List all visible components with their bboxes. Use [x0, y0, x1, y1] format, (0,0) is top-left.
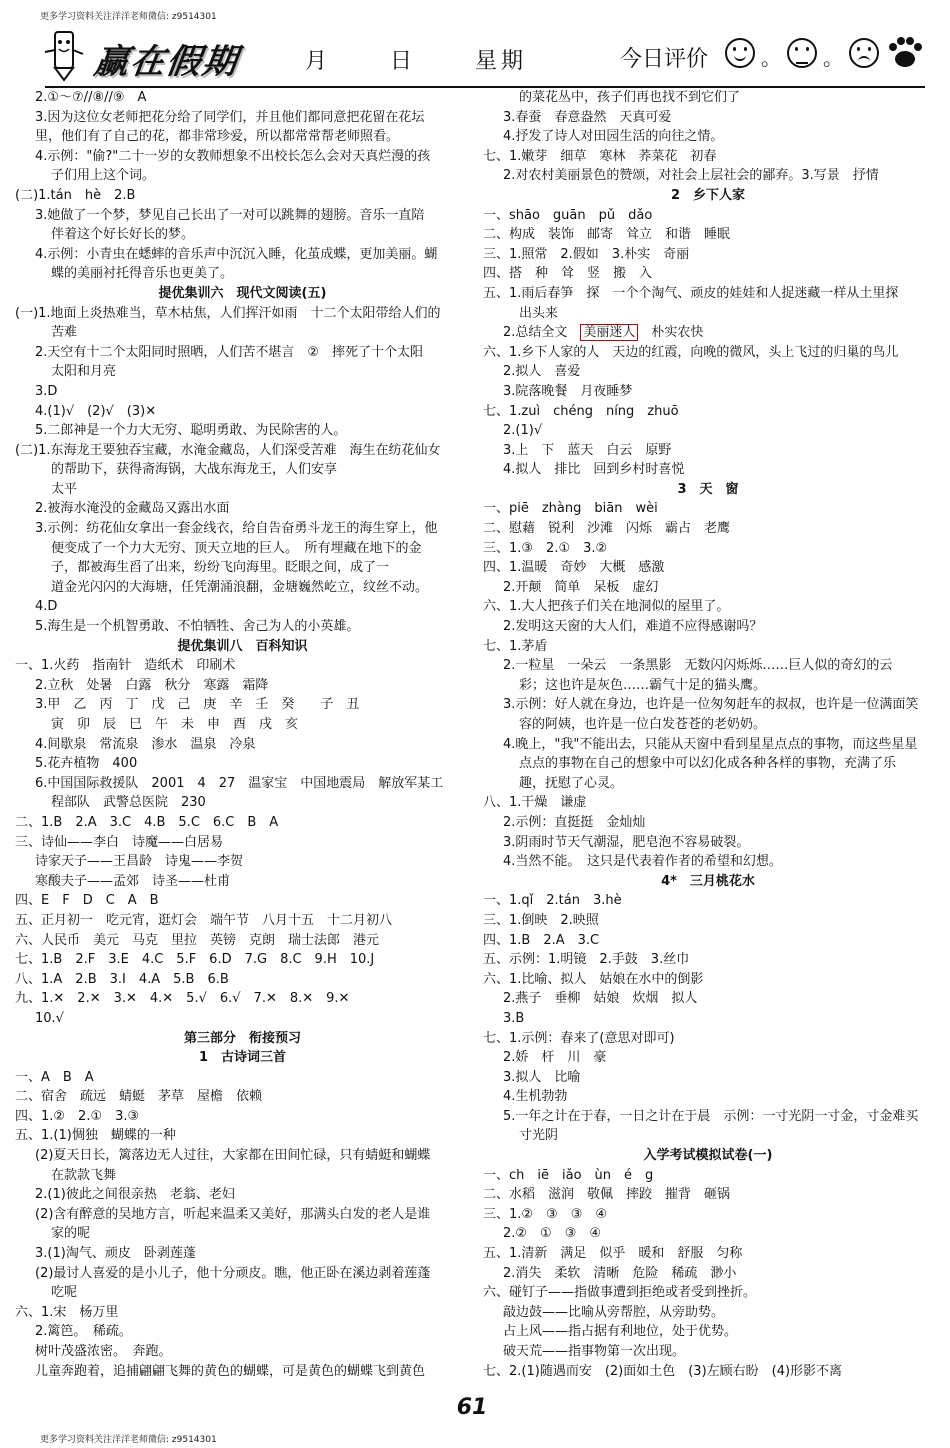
answer-line: 一、piē zhàng biān wèi [483, 501, 658, 517]
answer-line: 3.院落晚餐 月夜睡梦 [503, 383, 633, 399]
answer-line: 容的阿姨，也许是一位白发苍苍的老奶奶。 [519, 717, 767, 732]
answer-line: 在款款飞舞 [51, 1167, 117, 1183]
answer-line: 5.花卉植物 400 [35, 756, 138, 772]
answer-line: 便变成了一个力大无穷、顶天立地的巨人。 所有埋藏在地下的金 [51, 540, 422, 556]
neutral-face-icon[interactable] [787, 38, 817, 68]
answer-line: 3.D [35, 383, 58, 399]
answer-line: 3.示例：纺花仙女拿出一套金线衣，给自告奋勇斗龙王的海生穿上，他 [35, 521, 438, 537]
answer-line: 3.上 下 蓝天 白云 原野 [503, 442, 672, 458]
answer-line: 六、碰钉子——指做事遭到拒绝或者受到挫折。 [483, 1285, 757, 1301]
answer-line: 3.(1)淘气、顽皮 卧剥莲蓬 [35, 1246, 196, 1262]
answer-line: (二)1.东海龙王要独吞宝藏，水淹金藏岛，人们深受苦难 海生在纺花仙女 [15, 442, 441, 458]
answer-line: (2)夏天日长，篱落边无人过往，大家都在田间忙碌，只有蜻蜓和蝴蝶 [35, 1148, 431, 1164]
answer-line: 树叶茂盛浓密。 奔跑。 [35, 1344, 172, 1359]
top-note: 更多学习资料关注洋洋老师微信: z9514301 [40, 12, 217, 22]
answer-line: 4.抒发了诗人对田园生活的向往之情。 [503, 129, 724, 145]
answer-line: 六、1.宋 杨万里 [15, 1304, 119, 1320]
answer-line: 一、1.火药 指南针 造纸术 印刷术 [15, 658, 236, 674]
answer-line: 六、1.大人把孩子们关在地洞似的屋里了。 [483, 599, 730, 615]
answer-line: 2.燕子 垂柳 姑娘 炊烟 拟人 [503, 991, 698, 1007]
answer-line: 四、1.B 2.A 3.C [483, 932, 600, 948]
answer-line: 里，他们有了自己的花，都非常珍爱，所以都常常帮老师照看。 [35, 129, 400, 145]
answer-line: 一、ch iē iǎo ùn é g [483, 1167, 654, 1183]
answer-line: 二、慰藉 锐利 沙滩 闪烁 霸占 老鹰 [483, 521, 731, 537]
answer-line: 六、1.乡下人家的人 天边的红霞，向晚的微风，头上飞过的归巢的鸟儿 [483, 344, 899, 360]
answer-line: 四、1.② 2.① 3.③ [15, 1108, 140, 1124]
answer-line: 道金光闪闪的大海塘，任凭潮涌浪翻，金塘巍然屹立，纹丝不动。 [51, 579, 429, 595]
page-header [35, 24, 925, 82]
answer-line: 2.天空有十二个太阳同时照晒，人们苦不堪言 ② 摔死了十个太阳 [35, 344, 424, 360]
section-title: 3 天 窗 [677, 481, 739, 497]
answer-line: 一、shāo guān pǔ dǎo [483, 207, 653, 223]
answer-line: 六、人民币 美元 马克 里拉 英镑 克朗 瑞士法郎 港元 [15, 932, 380, 948]
answer-line: 蝶的美丽衬托得音乐也更美了。 [51, 266, 234, 282]
answer-line: 二、1.B 2.A 3.C 4.B 5.C 6.C B A [15, 814, 279, 830]
answer-line: 3.示例：好人就在身边，也许是一位匆匆赶车的叔叔，也许是一位满面笑 [503, 697, 919, 713]
answer-line: 寅 卯 辰 巳 午 未 申 酉 戌 亥 [51, 717, 299, 732]
answer-line: 3.因为这位女老师把花分给了同学们，并且他们都同意把花留在花坛 [35, 109, 425, 125]
answer-line: 2.娇 杆 川 豪 [503, 1050, 607, 1066]
brand-title: 赢在假期 [91, 42, 242, 82]
answer-line: 占上风——指占据有利地位，处于优势。 [503, 1324, 738, 1340]
answer-line: 2.篱笆。 稀疏。 [35, 1324, 132, 1340]
answer-line: 寒酸夫子——孟郊 诗圣——杜甫 [35, 873, 231, 889]
answer-line: 2.一粒星 一朵云 一条黑影 无数闪闪烁烁……巨人似的奇幻的云 [503, 658, 893, 674]
section-title: 第三部分 衔接预习 [183, 1030, 301, 1046]
right-column [483, 88, 933, 1381]
answer-line: 七、2.(1)随遇而安 (2)面如土色 (3)左顾右盼 (4)形影不离 [483, 1363, 843, 1379]
answer-line: 4.示例：小青虫在蟋蟀的音乐声中沉沉入睡，化茧成蝶，更加美丽。蝴 [35, 246, 438, 262]
answer-line: 4.示例："偷?"二十一岁的女教师想象不出校长怎么会对天真烂漫的孩 [35, 148, 431, 164]
answer-line: 三、1.倒映 2.映照 [483, 912, 599, 928]
answer-line: 2.示例：直挺挺 金灿灿 [503, 814, 646, 830]
answer-line: 2.发明这天窗的大人们，难道不应得感谢吗？ [503, 619, 763, 635]
answer-line: 4.晚上，"我"不能出去，只能从天窗中看到星星点点的事物，而这些星星 [503, 736, 918, 752]
boxed-answer: 美丽迷人 [580, 324, 638, 341]
answer-line: 苦难 [51, 325, 78, 341]
answer-line: 寸光阴 [519, 1128, 559, 1144]
section-title: 提优集训六 现代文阅读(五) [158, 285, 327, 301]
answer-line: 2.对农村美丽景色的赞颂，对社会上层社会的鄙弃。3.写景 抒情 [503, 168, 879, 184]
answer-line: 五、1.(1)惆独 蝴蝶的一种 [15, 1128, 176, 1144]
answer-line: 七、1.zuì chéng níng zhuō [483, 403, 679, 419]
answer-line: 3.拟人 比喻 [503, 1069, 581, 1085]
answer-line: 3.春蚕 春意盎然 天真可爱 [503, 109, 672, 125]
paw-print-icon [885, 32, 925, 72]
answer-line: 2.①～⑦//⑧//⑨ A [35, 90, 147, 105]
answer-line: 2.消失 柔软 清晰 危险 稀疏 渺小 [503, 1265, 737, 1281]
date-labels [305, 44, 575, 75]
answer-line: 的菜花丛中，孩子们再也找不到它们了 [519, 90, 741, 105]
answer-line: 三、1.② ③ ③ ④ [483, 1206, 608, 1222]
answer-line: 太阳和月亮 [51, 364, 117, 380]
section-title: 入学考试模拟试卷(一) [643, 1148, 773, 1164]
answer-line: 四、搭 种 耸 竖 搬 入 [483, 266, 653, 282]
answer-line: 五、1.雨后春笋 探 一个个淘气、顽皮的娃娃和人捉迷藏一样从土里探 [483, 285, 899, 301]
answer-line: 太平 [51, 481, 78, 497]
day-label: 日 [390, 49, 417, 74]
answer-line: 三、诗仙——李白 诗魔——白居易 [15, 834, 224, 850]
weekday-label: 星期 [475, 49, 528, 74]
bottom-note: 更多学习资料关注洋洋老师微信: z9514301 [40, 1435, 217, 1445]
answer-line: 八、1.干燥 谦虚 [483, 795, 587, 811]
rating-label: 今日评价 [620, 47, 709, 72]
section-title: 1 古诗词三首 [198, 1050, 287, 1066]
answer-line: 4.间歇泉 常流泉 渗水 温泉 冷泉 [35, 736, 256, 752]
answer-line: 2.(1)√ [503, 423, 543, 439]
sad-face-icon[interactable] [849, 38, 879, 68]
answer-line: 4.(1)√ (2)√ (3)✕ [35, 403, 157, 419]
answer-line: (二)1.tán hè 2.B [15, 187, 136, 203]
answer-line: 的帮助下，获得斋海锅，大战东海龙王，人们安享 [51, 462, 338, 478]
answer-line: 点点的事物在自己的想象中可以幻化成各种各样的事物，充满了乐 [519, 756, 897, 772]
rating-faces [725, 38, 879, 68]
answer-line: 5.一年之计在于春，一日之计在于晨 示例：一寸光阴一寸金，寸金难买 [503, 1108, 919, 1124]
happy-face-icon[interactable] [725, 38, 755, 68]
answer-line: 出头来 [519, 305, 559, 321]
answer-line: 10.√ [35, 1010, 64, 1026]
answer-line: 吃呢 [51, 1285, 78, 1301]
answer-line: 七、1.嫩芽 细草 寒林 荞菜花 初春 [483, 148, 717, 164]
answer-line: 五、正月初一 吃元宵，逛灯会 端午节 八月十五 十二月初八 [15, 912, 393, 928]
answer-line: 五、1.清新 满足 似乎 暖和 舒服 匀称 [483, 1246, 743, 1262]
month-label: 月 [305, 49, 332, 74]
answer-line: 四、E F D C A B [15, 893, 159, 909]
answer-line: 趣，抚慰了心灵。 [519, 775, 624, 791]
answer-line: 3.她做了一个梦，梦见自己长出了一对可以跳舞的翅膀。音乐一直陪 [35, 207, 425, 223]
answer-line: 家的呢 [51, 1226, 91, 1242]
answer-line: 七、1.B 2.F 3.E 4.C 5.F 6.D 7.G 8.C 9.H 10.J [15, 952, 375, 968]
answer-line: 六、1.比喻、拟人 姑娘在水中的倒影 [483, 971, 704, 987]
answer-line: 儿童奔跑着，追捕翩翩飞舞的黄色的蝴蝶，可是黄色的蝴蝶飞到黄色 [35, 1363, 426, 1379]
answer-line: 3.阴雨时节天气潮湿，肥皂泡不容易破裂。 [503, 834, 750, 850]
answer-line: 程部队 武警总医院 230 [51, 795, 206, 811]
answer-line: 七、1.示例：春来了(意思对即可) [483, 1030, 675, 1046]
answer-line: 2.立秋 处暑 白露 秋分 寒露 霜降 [35, 677, 269, 693]
page-number: 61 [442, 1395, 502, 1425]
answer-line: 5.二郎神是一个力大无穷、聪明勇敢、为民除害的人。 [35, 423, 347, 439]
answer-line: 2.总结全文 美丽迷人 朴实农快 [503, 325, 704, 341]
answer-line: 一、A B A [15, 1069, 94, 1085]
answer-line: 2.② ① ③ ④ [503, 1226, 602, 1242]
answer-line: (2)含有醉意的吴地方言，听起来温柔又美好，那满头白发的老人是谁 [35, 1206, 431, 1222]
answer-line: 彩；这也许是灰色……霸气十足的猫头鹰。 [519, 677, 767, 693]
answer-line: 五、示例：1.明镜 2.手鼓 3.丝巾 [483, 952, 690, 968]
answer-line: 4.拟人 排比 回到乡村时喜悦 [503, 462, 685, 478]
section-title: 提优集训八 百科知识 [177, 638, 308, 654]
answer-line: 5.海生是一个机智勇敢、不怕牺牲、舍己为人的小英雄。 [35, 619, 360, 635]
left-column [15, 88, 470, 1381]
answer-line: (2)最讨人喜爱的是小儿子，他十分顽皮。瞧，他正卧在溪边剥着莲蓬 [35, 1265, 431, 1281]
dot-icon: 。 [823, 46, 843, 70]
answer-line: (一)1.地面上炎热难当，草木枯焦，人们挥汗如雨 十二个太阳带给人们的 [15, 305, 441, 321]
answer-line: 敲边鼓——比喻从旁帮腔，从旁助势。 [503, 1304, 725, 1320]
answer-line: 八、1.A 2.B 3.I 4.A 5.B 6.B [15, 971, 229, 987]
answer-line: 2.开颠 简单 呆板 虚幻 [503, 579, 659, 595]
answer-line: 二、构成 装饰 邮寄 耸立 和谐 睡眠 [483, 227, 731, 243]
answer-line: 一、1.qǐ 2.tán 3.hè [483, 893, 622, 909]
answer-line: 三、1.照常 2.假如 3.朴实 奇丽 [483, 246, 690, 262]
answer-line: 七、1.茅盾 [483, 638, 548, 654]
answer-line: 3.B [503, 1010, 525, 1026]
answer-line: 2.拟人 喜爱 [503, 364, 581, 380]
answer-line: 二、水稻 滋润 敬佩 摔跤 摧背 砸锅 [483, 1187, 731, 1203]
section-title: 2 乡下人家 [670, 187, 746, 203]
answer-line: 2.被海水淹没的金藏岛又露出水面 [35, 501, 230, 517]
answer-line: 4.D [35, 599, 58, 615]
answer-line: 四、1.温暖 奇妙 大概 感激 [483, 560, 665, 576]
section-title: 4* 三月桃花水 [661, 873, 755, 889]
answer-line: 三、1.③ 2.① 3.② [483, 540, 608, 556]
answer-line: 伴着这个好长好长的梦。 [51, 227, 195, 243]
answer-line: 4.当然不能。 这只是代表着作者的希望和幻想。 [503, 854, 782, 870]
answer-line: 破天荒——指事物第一次出现。 [503, 1344, 686, 1359]
pencil-mascot-icon [43, 28, 85, 82]
answer-line: 子们用上这个词。 [51, 168, 156, 184]
answer-line: 九、1.✕ 2.✕ 3.✕ 4.✕ 5.√ 6.√ 7.✕ 8.✕ 9.✕ [15, 991, 350, 1007]
answer-line: 二、宿舍 疏远 蜻蜓 茅草 屋檐 依赖 [15, 1089, 263, 1105]
answer-line: 2.(1)彼此之间很亲热 老翁、老妇 [35, 1187, 235, 1203]
answer-line: 3.甲 乙 丙 丁 戊 己 庚 辛 壬 癸 子 丑 [35, 697, 360, 713]
answer-line: 诗家天子——王昌龄 诗鬼——李贺 [35, 854, 244, 870]
dot-icon: 。 [761, 46, 781, 70]
answer-line: 4.生机勃勃 [503, 1089, 568, 1105]
answer-line: 6.中国国际救援队 2001 4 27 温家宝 中国地震局 解放军某工 [35, 775, 444, 791]
answer-line: 子，都被海生舀了出来，纷纷飞向海里。眨眼之间，成了一 [51, 560, 390, 576]
